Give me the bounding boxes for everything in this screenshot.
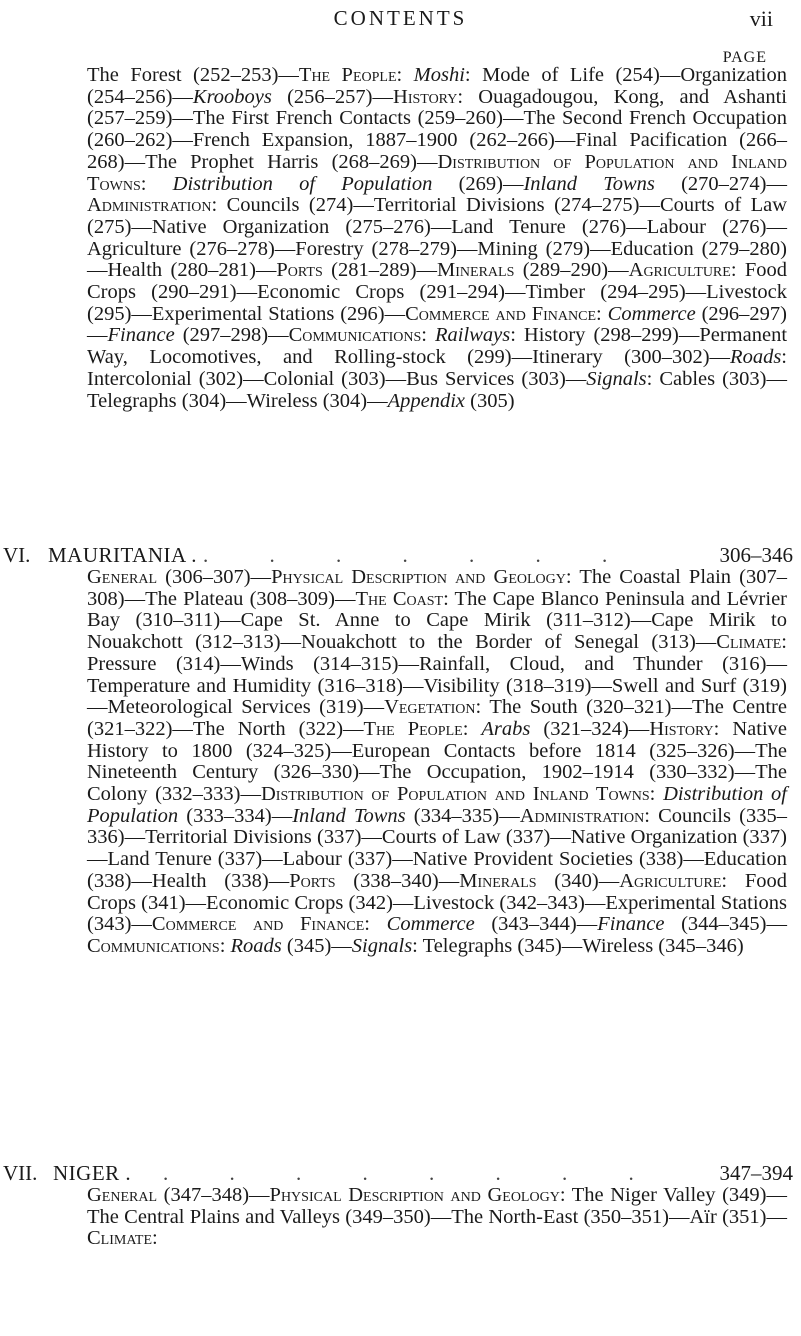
chapter-title: NIGER . xyxy=(53,1161,132,1185)
chapter-page-range: 347–394 xyxy=(719,1161,793,1185)
page-header xyxy=(0,6,801,42)
toc-entry-mauritania: General (306–307)—Physical Description and Geology: The Coastal Plain (307–308)—The Plateau (308–309)—The Coast: The Cape Blanco Peninsula and Lévrier Bay (310–311)—Cape St. Anne to Cape Mirik (311–312)—Cape Mirik to Nouakchott (312–313)—Nouakchott to the Border of Senegal (313)—Climate: Pressure (314)—Winds (314–315)—Rainfall, Cloud, and Thunder (316)—Temperature and Humidity (316–318)—Visibility (318–319)—Swell and Surf (319)—Meteorological Services (319)—Vegetation: The South (320–321)—The Centre (321–322)—The North (322)—The People: Arabs (321–324)—History: Native History to 1800 (324–325)—European Contacts before 1814 (325–326)—The Nineteenth Century (326–330)—The Occupation, 1902–1914 (330–332)—The Colony (332–333)—Distribution of Population and Inland Towns: Distribution of Population (333–334)—Inland Towns (334–335)—Administration: Councils (335–336)—Territorial Divisions (337)—Courts of Law (337)—Native Organization (337)—Land Tenure (337)—Labour (337)—Native Provident Societies (338)—Education (338)—Health (338)—Ports (338–340)—Minerals (340)—Agriculture: Food Crops (341)—Economic Crops (342)—Livestock (342–343)—Experimental Stations (343)—Commerce and Finance: Commerce (343–344)—Finance (344–345)—Communications: Roads (345)—Signals: Telegraphs (345)—Wireless (345–346) xyxy=(87,566,788,957)
chapter-page-range: 306–346 xyxy=(719,543,793,567)
dot-leader: . . . . . . . xyxy=(203,543,636,567)
toc-entry-niger: General (347–348)—Physical Description and Geology: The Niger Valley (349)—The Central Plains and Valleys (349–350)—The North-East (350–351)—Aïr (351)—Climate: xyxy=(87,1184,788,1250)
chapter-title: MAURITANIA . xyxy=(48,543,197,567)
dot-leader: . . . . . . . . xyxy=(163,1161,662,1185)
chapter-number: VI. xyxy=(3,543,31,567)
page-column-label: PAGE xyxy=(722,49,767,66)
page-number: vii xyxy=(749,6,773,31)
chapter-number: VII. xyxy=(3,1161,38,1185)
page-title: CONTENTS xyxy=(333,6,468,30)
toc-entry-ivory-coast-continued: The Forest (252–253)—The People: Moshi: Mode of Life (254)—Organization (254–256)—Krooboys (256–257)—History: Ouagadougou, Kong, and Ashanti (257–259)—The First French Contacts (259–260)—The Second French Occupation (260–262)—French Expansion, 1887–1900 (262–266)—Final Pacification (266–268)—The Prophet Harris (268–269)—Distribution of Population and Inland Towns: Distribution of Population (269)—Inland Towns (270–274)—Administration: Councils (274)—Territorial Divisions (274–275)—Courts of Law (275)—Native Organization (275–276)—Land Tenure (276)—Labour (276)—Agriculture (276–278)—Forestry (278–279)—Mining (279)—Education (279–280)—Health (280–281)—Ports (281–289)—Minerals (289–290)—Agriculture: Food Crops (290–291)—Economic Crops (291–294)—Timber (294–295)—Livestock (295)—Experimental Stations (296)—Commerce and Finance: Commerce (296–297)—Finance (297–298)—Communications: Railways: History (298–299)—Permanent Way, Locomotives, and Rolling-stock (299)—Itinerary (300–302)—Roads: Intercolonial (302)—Colonial (303)—Bus Services (303)—Signals: Cables (303)—Telegraphs (304)—Wireless (304)—Appendix (305) xyxy=(87,64,788,412)
